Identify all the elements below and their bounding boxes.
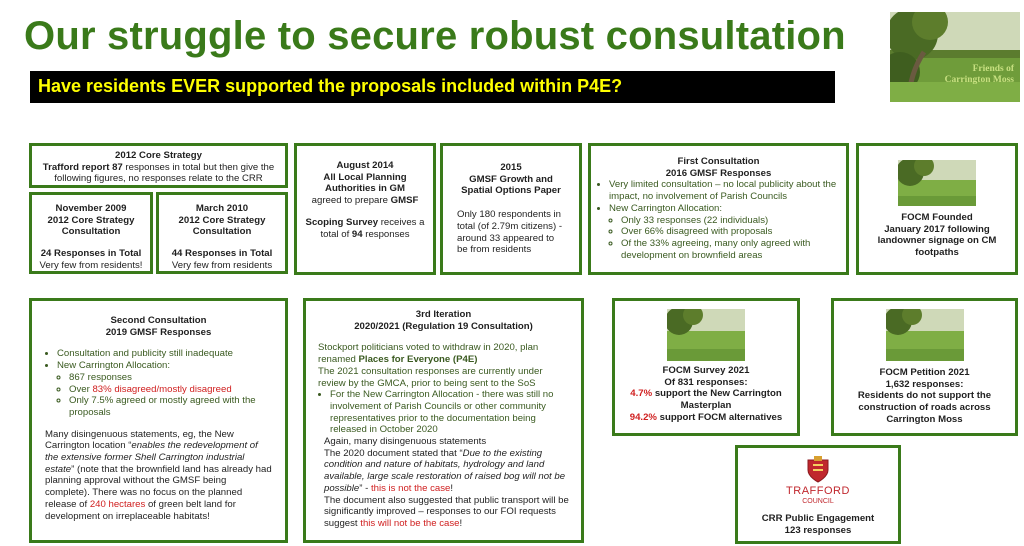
mar-2010-box (156, 192, 288, 274)
nov-2009-note: Very few from residents! (39, 259, 143, 271)
logo-text-line-2: Carrington Moss (944, 75, 1014, 86)
core-strategy-report: Trafford report 87 responses in total but then give the following figures, no responses relate to the CRR (42, 161, 275, 185)
focm-petition-line-4: construction of roads across (858, 402, 991, 414)
third-iteration-subheading: 2020/2021 (Regulation 19 Consultation) (354, 320, 533, 332)
focm-petition-box (831, 298, 1018, 436)
logo-text-line-1: Friends of (972, 64, 1014, 74)
gmsf-2015-box (440, 143, 582, 275)
third-iteration-box (303, 298, 584, 543)
third-iteration-p1: Stockport politicians voted to withdraw in 2020, plan renamed Places for Everyone (P4E) (318, 342, 539, 366)
list-item: • Consultation and publicity still inadequate (57, 348, 272, 360)
page-subtitle: Have residents EVER supported the proposals included within P4E? (38, 76, 623, 96)
second-consultation-heading: Second Consultation (110, 315, 207, 326)
carrington-moss-photo (898, 160, 976, 206)
third-iteration-p5: The document also suggested that public transport will be significantly improved – responses to our FOI requests suggest this will not be the case! (324, 494, 569, 529)
focm-founded-title: FOCM Founded (901, 212, 973, 223)
list-item: ◦ Of the 33% agreeing, many only agreed with development on brownfield areas (621, 238, 840, 261)
focm-petition-line-3: Residents do not support the (857, 390, 992, 402)
second-consultation-list (45, 348, 272, 418)
gmsf-2015-title: GMSF Growth and (469, 173, 553, 185)
focm-petition-total: 1,632 responses: (885, 378, 964, 390)
second-consultation-box (29, 298, 288, 543)
aug-2014-box (294, 143, 436, 275)
list-item: • New Carrington Allocation: ◦ Only 33 responses (22 individuals) ◦ Over 66% disagreed with proposals ◦ Of the 33% agreeing, many only agreed with development on brownfield areas (609, 203, 840, 262)
second-consultation-paragraph: Many disingenuous statements, eg, the New Carrington location “enables the redevelopment of the extensive former Shell Carrington industrial estate” (note that the brownfield land has already had planning approval without the GMSF being complete). There was no focus on the planned release of 240 hectares of green belt land for development on irreplaceable habitats! (45, 428, 272, 522)
mar-2010-date: March 2010 (195, 203, 249, 214)
crr-engagement-box (735, 445, 901, 544)
nov-2009-subtitle: Consultation (61, 226, 121, 238)
mar-2010-title: 2012 Core Strategy (178, 214, 266, 226)
gmsf-2015-body: Only 180 respondents in total (of 2.79m citizens) - around 33 appeared to be from residents (457, 209, 563, 256)
third-iteration-heading: 3rd Iteration (415, 309, 472, 320)
nov-2009-count: 24 Responses in Total (40, 248, 142, 260)
trafford-logo-text: TRAFFORD (786, 485, 850, 497)
gmsf-2015-year: 2015 (500, 162, 522, 173)
aug-2014-line-2: All Local Planning (323, 171, 407, 183)
focm-survey-result-1-cont: Masterplan (680, 400, 732, 412)
list-item: ◦ Only 7.5% agreed or mostly agreed with the proposals (69, 395, 272, 418)
second-consultation-subheading: 2019 GMSF Responses (105, 326, 212, 338)
crr-engagement-title: CRR Public Engagement (761, 512, 875, 524)
focm-founded-line-4: footpaths (915, 247, 959, 259)
focm-survey-result-1: 4.7% support the New Carrington (630, 388, 782, 400)
focm-survey-total: Of 831 responses: (664, 376, 748, 388)
focm-survey-result-2: 94.2% support FOCM alternatives (629, 411, 783, 423)
list-item: ◦ 867 responses (69, 372, 272, 384)
aug-2014-line-3: Authorities in GM (325, 183, 405, 195)
nov-2009-date: November 2009 (55, 203, 127, 214)
nov-2009-box (29, 192, 153, 274)
trafford-logo-subtext: COUNCIL (802, 498, 834, 506)
list-item: • Very limited consultation – no local publicity about the impact, no involvement of Parish Councils (609, 179, 840, 202)
mar-2010-subtitle: Consultation (192, 226, 252, 238)
first-consultation-subheading: 2016 GMSF Responses (665, 167, 772, 179)
crr-engagement-count: 123 responses (784, 524, 852, 536)
third-iteration-p4: The 2020 document stated that “Due to the existing condition and nature of habitats, hydrology and land available, large scale restoration of raised bog will not be possible” - this is not the case! (324, 447, 566, 494)
list-item: • For the New Carrington Allocation - there was still no involvement of Parish Councils or other community representatives prior to the documentation being released in October 2020 (330, 389, 569, 436)
aug-2014-date: August 2014 (336, 160, 394, 171)
list-item: • New Carrington Allocation: ◦ 867 responses ◦ Over 83% disagreed/mostly disagreed ◦ Only 7.5% agreed or mostly agreed with the proposals (57, 360, 272, 419)
focm-petition-title: FOCM Petition 2021 (879, 367, 970, 378)
first-consultation-heading: First Consultation (677, 156, 760, 167)
focm-founded-line-2: January 2017 following (884, 223, 990, 235)
third-iteration-list (318, 389, 569, 436)
gmsf-2015-subtitle: Spatial Options Paper (461, 185, 561, 197)
mar-2010-note: Very few from residents (171, 259, 273, 271)
page-title: Our struggle to secure robust consultation (24, 14, 846, 58)
focm-founded-line-3: landowner signage on CM (877, 235, 997, 247)
nov-2009-title: 2012 Core Strategy (47, 214, 135, 226)
core-strategy-2012-box (29, 143, 288, 188)
list-item: ◦ Over 66% disagreed with proposals (621, 226, 840, 238)
subtitle-banner (30, 71, 835, 103)
third-iteration-p3: Again, many disingenuous statements (324, 436, 487, 448)
carrington-moss-photo (886, 309, 964, 361)
focm-survey-title: FOCM Survey 2021 (662, 365, 750, 376)
mar-2010-count: 44 Responses in Total (171, 248, 273, 260)
trafford-crest-icon (803, 456, 833, 484)
list-item: ◦ Only 33 responses (22 individuals) (621, 215, 840, 227)
list-item: ◦ Over 83% disagreed/mostly disagreed (69, 384, 272, 396)
focm-survey-box (612, 298, 800, 436)
aug-2014-scoping: Scoping Survey receives a total of 94 responses (305, 216, 425, 240)
focm-founded-box (856, 143, 1018, 275)
third-iteration-p2: The 2021 consultation responses are currently under review by the GMCA, prior to being sent to the SoS (318, 365, 543, 389)
focm-petition-line-5: Carrington Moss (886, 413, 963, 425)
core-strategy-heading: 2012 Core Strategy (115, 150, 202, 161)
aug-2014-line-4: agreed to prepare GMSF (311, 195, 419, 207)
friends-of-carrington-moss-logo (890, 12, 1020, 102)
first-consultation-box (588, 143, 849, 275)
first-consultation-list (597, 179, 840, 261)
carrington-moss-photo (667, 309, 745, 361)
